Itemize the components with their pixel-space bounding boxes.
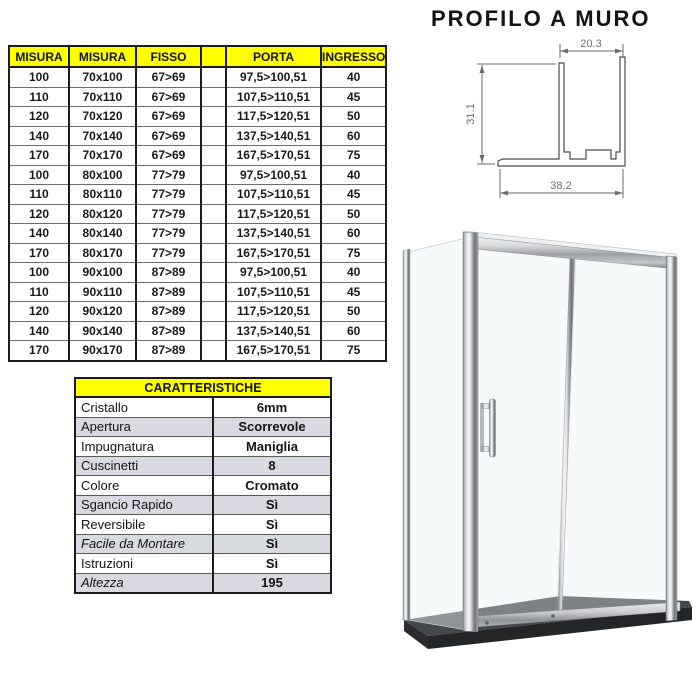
table-cell: 120 [9,107,69,127]
feature-row [75,515,331,535]
rail-screw [485,621,489,625]
table-cell [201,282,226,302]
table-cell: 60 [321,126,386,146]
table-cell: 75 [321,341,386,361]
table-cell: 117,5>120,51 [226,107,321,127]
front-right-post [666,256,677,621]
table-row [9,243,386,263]
table-cell: 60 [321,224,386,244]
feature-value: Maniglia [213,437,331,457]
feature-label: Cristallo [75,397,213,417]
table-cell: 77>79 [136,243,201,263]
door-glass-right [562,258,666,610]
table-cell: 50 [321,204,386,224]
table-cell: 137,5>140,51 [226,126,321,146]
table-row [9,204,386,224]
table-cell: 45 [321,87,386,107]
table-cell: 87>89 [136,302,201,322]
table-cell [201,204,226,224]
feature-row [75,397,331,417]
column-header: PORTA [226,46,321,67]
table-cell: 80x120 [69,204,136,224]
table-cell: 45 [321,185,386,205]
features-table-title: CARATTERISTICHE [75,378,331,397]
table-row [9,165,386,185]
table-cell: 97,5>100,51 [226,67,321,87]
table-cell: 67>69 [136,146,201,166]
size-table [8,45,387,362]
table-cell: 117,5>120,51 [226,302,321,322]
table-cell: 170 [9,341,69,361]
table-row [9,321,386,341]
feature-value: Sì [213,515,331,535]
feature-row [75,437,331,457]
table-row [9,107,386,127]
table-cell [201,146,226,166]
table-cell: 75 [321,243,386,263]
table-cell [201,126,226,146]
table-cell: 170 [9,146,69,166]
table-cell: 77>79 [136,165,201,185]
table-cell [201,107,226,127]
table-cell: 80x170 [69,243,136,263]
table-cell [201,224,226,244]
column-header: MISURA [69,46,136,67]
side-panel-post [403,249,410,621]
table-cell: 140 [9,224,69,244]
table-cell: 87>89 [136,263,201,283]
table-cell: 110 [9,185,69,205]
table-cell [201,185,226,205]
feature-value: Sì [213,534,331,554]
table-cell: 77>79 [136,224,201,244]
table-cell: 97,5>100,51 [226,263,321,283]
wall-profile-outline [498,57,625,166]
table-row [9,302,386,322]
table-row [9,282,386,302]
side-glass-panel [408,238,466,630]
feature-label: Impugnatura [75,437,213,457]
feature-row [75,456,331,476]
feature-label: Apertura [75,417,213,437]
table-cell: 75 [321,146,386,166]
table-cell: 80x110 [69,185,136,205]
table-cell: 67>69 [136,107,201,127]
table-cell [201,87,226,107]
table-cell: 110 [9,87,69,107]
table-cell: 90x110 [69,282,136,302]
table-cell: 77>79 [136,204,201,224]
feature-label: Istruzioni [75,554,213,574]
feature-value: 6mm [213,397,331,417]
table-row [9,146,386,166]
table-cell [201,341,226,361]
table-cell: 170 [9,243,69,263]
feature-value: 195 [213,573,331,593]
table-cell: 110 [9,282,69,302]
table-cell: 67>69 [136,126,201,146]
table-cell: 80x100 [69,165,136,185]
page-title: PROFILO A MURO [431,6,651,31]
feature-label: Colore [75,476,213,496]
feature-label: Cuscinetti [75,456,213,476]
table-row [9,87,386,107]
table-cell: 90x120 [69,302,136,322]
table-cell: 120 [9,204,69,224]
table-cell: 167,5>170,51 [226,146,321,166]
table-cell: 137,5>140,51 [226,224,321,244]
dim-left-label: 31.1 [465,103,477,125]
table-cell: 140 [9,126,69,146]
table-cell: 100 [9,165,69,185]
column-header [201,46,226,67]
feature-row [75,554,331,574]
feature-label: Facile da Montare [75,534,213,554]
table-cell: 140 [9,321,69,341]
table-cell: 70x110 [69,87,136,107]
table-cell: 90x140 [69,321,136,341]
table-cell: 40 [321,165,386,185]
table-cell: 70x120 [69,107,136,127]
table-cell: 70x140 [69,126,136,146]
feature-value: 8 [213,456,331,476]
size-table-header-row [9,46,386,67]
column-header: FISSO [136,46,201,67]
shower-enclosure-image [390,225,700,665]
feature-value: Sì [213,495,331,515]
table-row [9,224,386,244]
table-cell: 60 [321,321,386,341]
table-row [9,341,386,361]
table-cell [201,67,226,87]
table-cell: 117,5>120,51 [226,204,321,224]
feature-label: Altezza [75,573,213,593]
column-header: INGRESSO [321,46,386,67]
table-cell: 80x140 [69,224,136,244]
table-cell: 87>89 [136,321,201,341]
feature-row [75,476,331,496]
table-row [9,126,386,146]
table-cell: 100 [9,263,69,283]
feature-value: Scorrevole [213,417,331,437]
table-cell: 97,5>100,51 [226,165,321,185]
table-cell [201,243,226,263]
table-row [9,67,386,87]
profile-drawing [435,28,695,213]
feature-row [75,417,331,437]
table-cell: 120 [9,302,69,322]
table-row [9,185,386,205]
table-cell: 40 [321,67,386,87]
table-cell [201,263,226,283]
feature-row [75,495,331,515]
table-cell: 167,5>170,51 [226,341,321,361]
feature-row [75,573,331,593]
table-cell: 87>89 [136,341,201,361]
feature-value: Cromato [213,476,331,496]
table-cell: 100 [9,67,69,87]
table-cell: 45 [321,282,386,302]
dim-top-label: 20.3 [580,38,602,50]
feature-label: Sgancio Rapido [75,495,213,515]
table-cell: 137,5>140,51 [226,321,321,341]
table-row [9,263,386,283]
table-cell: 70x100 [69,67,136,87]
table-cell: 107,5>110,51 [226,185,321,205]
table-cell: 67>69 [136,67,201,87]
features-table [74,377,332,594]
column-header: MISURA [9,46,69,67]
table-cell: 167,5>170,51 [226,243,321,263]
table-cell [201,165,226,185]
feature-value: Sì [213,554,331,574]
features-table-header-row [75,378,331,397]
table-cell [201,302,226,322]
table-cell: 90x170 [69,341,136,361]
table-cell: 107,5>110,51 [226,282,321,302]
table-cell: 50 [321,107,386,127]
table-cell: 70x170 [69,146,136,166]
table-cell: 77>79 [136,185,201,205]
dim-bottom-label: 38.2 [550,180,572,192]
table-cell: 90x100 [69,263,136,283]
table-cell: 40 [321,263,386,283]
table-cell: 87>89 [136,282,201,302]
table-cell: 107,5>110,51 [226,87,321,107]
rail-screw [551,614,555,618]
dimension-lines [477,44,623,198]
feature-label: Reversibile [75,515,213,535]
front-left-post [463,232,478,632]
feature-row [75,534,331,554]
table-cell [201,321,226,341]
table-cell: 67>69 [136,87,201,107]
table-cell: 50 [321,302,386,322]
